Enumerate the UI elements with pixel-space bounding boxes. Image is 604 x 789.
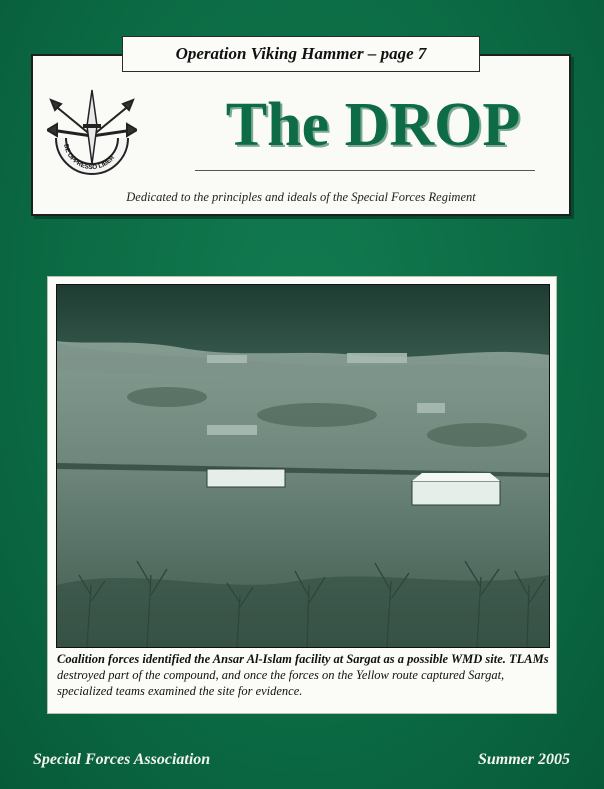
masthead-rule (195, 170, 535, 171)
photo-caption (57, 651, 549, 699)
publisher-name: Special Forces Association (33, 751, 211, 768)
magazine-title: The DROP (225, 91, 521, 159)
cover-photo (56, 284, 550, 648)
special-forces-crest-icon (47, 86, 137, 178)
cover-photo-frame (47, 276, 557, 714)
masthead (31, 54, 571, 216)
photo-caption-rest: destroyed part of the compound, and once the forces on the Yellow route captured Sargat, specialized teams examined the site for evidence. (57, 668, 505, 698)
emblem-motto: DE OPPRESSO LIBER (62, 143, 117, 172)
cover-teaser: Operation Viking Hammer – page 7 (122, 36, 480, 72)
photo-caption-bold: Coalition forces identified the Ansar Al-Islam facility at Sargat as a possible WMD site. TLAMs (57, 652, 549, 666)
masthead-tagline: Dedicated to the principles and ideals of the Special Forces Regiment (126, 190, 476, 204)
issue-date: Summer 2005 (477, 751, 570, 768)
